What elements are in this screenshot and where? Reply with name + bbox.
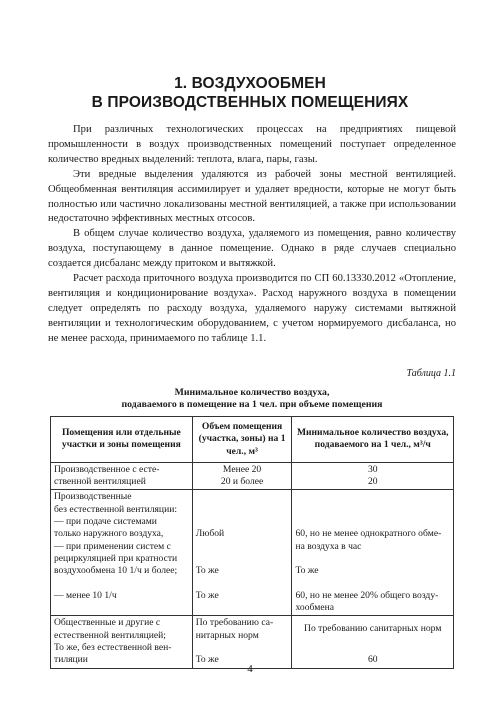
row2-volume-a: Любой <box>195 528 225 540</box>
row3-volume-a1: По требованию са- <box>195 617 274 629</box>
row2-air-b: То же <box>295 565 319 577</box>
row1-air-cell <box>292 462 454 490</box>
row1-rooms-line1: Производственное с есте- <box>54 463 160 475</box>
row2-volume-cell <box>192 490 292 616</box>
row3-rooms-line2: естественной вентиляцией; <box>54 629 166 641</box>
section-title-line2: В ПРОИЗВОДСТВЕННЫХ ПОМЕЩЕНИЯХ <box>91 94 409 111</box>
table-caption-line2: подаваемого в помещение на 1 чел. при объеме помещения <box>121 399 383 411</box>
table-header-row <box>51 417 454 463</box>
row2-volume-c: То же <box>195 589 219 601</box>
header-min-air: Минимальное количество воздуха, подаваемого на 1 чел., м³/ч <box>292 417 454 463</box>
paragraph-4: Расчет расхода приточного воздуха производится по СП 60.13330.2012 «Отопление, вентиляция и кондиционирование воздуха». Расход наружного воздуха в помещении следует определять по расходу воздуха, удаляемого наружу системами вытяжной вентиляции и технологическим оборудованием, с учетом нормируемого дисбаланса, но не менее расхода, принимаемого по таблице 1.1. <box>48 273 456 344</box>
row1-volume-b: 20 и более <box>220 476 264 488</box>
row2-air-a1: 60, но не менее однократного обме- <box>295 528 442 540</box>
row2-volume-b: То же <box>195 565 219 577</box>
row2-air-c2: хообмена <box>295 602 335 614</box>
row2-air-cell <box>292 490 454 616</box>
table-caption <box>48 387 456 411</box>
row3-air-a: По требованию санитарных норм <box>304 623 442 635</box>
table-caption-line1: Минимальное количество воздуха, <box>174 387 330 398</box>
row1-air-a: 30 <box>367 463 378 475</box>
row1-air-b: 20 <box>367 476 378 488</box>
row3-rooms-line3: То же, без естественной вен- <box>54 642 172 654</box>
row1-rooms-line2: ственной вентиляцией <box>54 476 146 488</box>
header-rooms: Помещения или отдельные участки и зоны помещения <box>51 417 193 463</box>
row2-rooms-line6: рециркуляцией при кратности <box>54 552 178 564</box>
row3-rooms-line4: тиляции <box>54 654 88 666</box>
row2-rooms-line3: — при подаче системами <box>54 516 157 528</box>
body-text <box>48 123 456 347</box>
row2-rooms-line7: воздухообмена 10 1/ч и более; <box>54 565 178 577</box>
row3-air-cell <box>292 616 454 668</box>
paragraph-2: Эти вредные выделения удаляются из рабочей зоны местной вентиляцией. Общеобменная вентиляция ассимилирует и удаляет вредности, которые не могут быть полностью или частично локализованы местной вентиляцией, а также при использовании недостаточно эффективных местных отсосов. <box>48 168 456 225</box>
row3-volume-a2: нитарных норм <box>195 629 259 641</box>
row2-rooms-line4: только наружного воздуха, <box>54 528 164 540</box>
section-title-line1: 1. ВОЗДУХООБМЕН <box>174 75 326 92</box>
row1-rooms-cell <box>51 462 193 490</box>
table-label: Таблица 1.1 <box>406 368 456 379</box>
air-requirements-table <box>50 416 454 669</box>
paragraph-1: При различных технологических процессах на предприятиях пищевой промышленности в воздух производственных помещений поступает определенное количество вредных выделений: теплота, влага, пары, газы. <box>48 124 456 165</box>
row3-rooms-line1: Общественные и другие с <box>54 617 161 629</box>
row2-rooms-line2: без естественной вентиляции: <box>54 503 178 515</box>
row3-volume-cell <box>192 616 292 668</box>
row2-rooms-line1: Производственные <box>54 491 132 503</box>
row2-rooms-line8: — менее 10 1/ч <box>54 589 117 601</box>
row2-rooms-line5: — при применении систем с <box>54 540 171 552</box>
row3-rooms-cell <box>51 616 193 668</box>
row3-volume-b: То же <box>195 654 219 666</box>
row1-volume-cell <box>192 462 292 490</box>
table-row <box>51 462 454 490</box>
row2-air-c1: 60, но не менее 20% общего возду- <box>295 589 439 601</box>
row1-volume-a: Менее 20 <box>222 463 262 475</box>
paragraph-3: В общем случае количество воздуха, удаляемого из помещения, равно количеству воздуха, поступающему в данное помещение. Однако в ряде случаев специально создается дисбаланс между притоком и вытяжкой. <box>48 228 456 270</box>
row3-air-b: 60 <box>367 653 378 665</box>
header-volume: Объем помещения (участка, зоны) на 1 чел., м³ <box>192 417 292 463</box>
table-row <box>51 490 454 616</box>
row2-air-a2: на воздуха в час <box>295 540 362 552</box>
row2-rooms-cell <box>51 490 193 616</box>
page-number: 4 <box>247 663 253 675</box>
table-row <box>51 616 454 668</box>
